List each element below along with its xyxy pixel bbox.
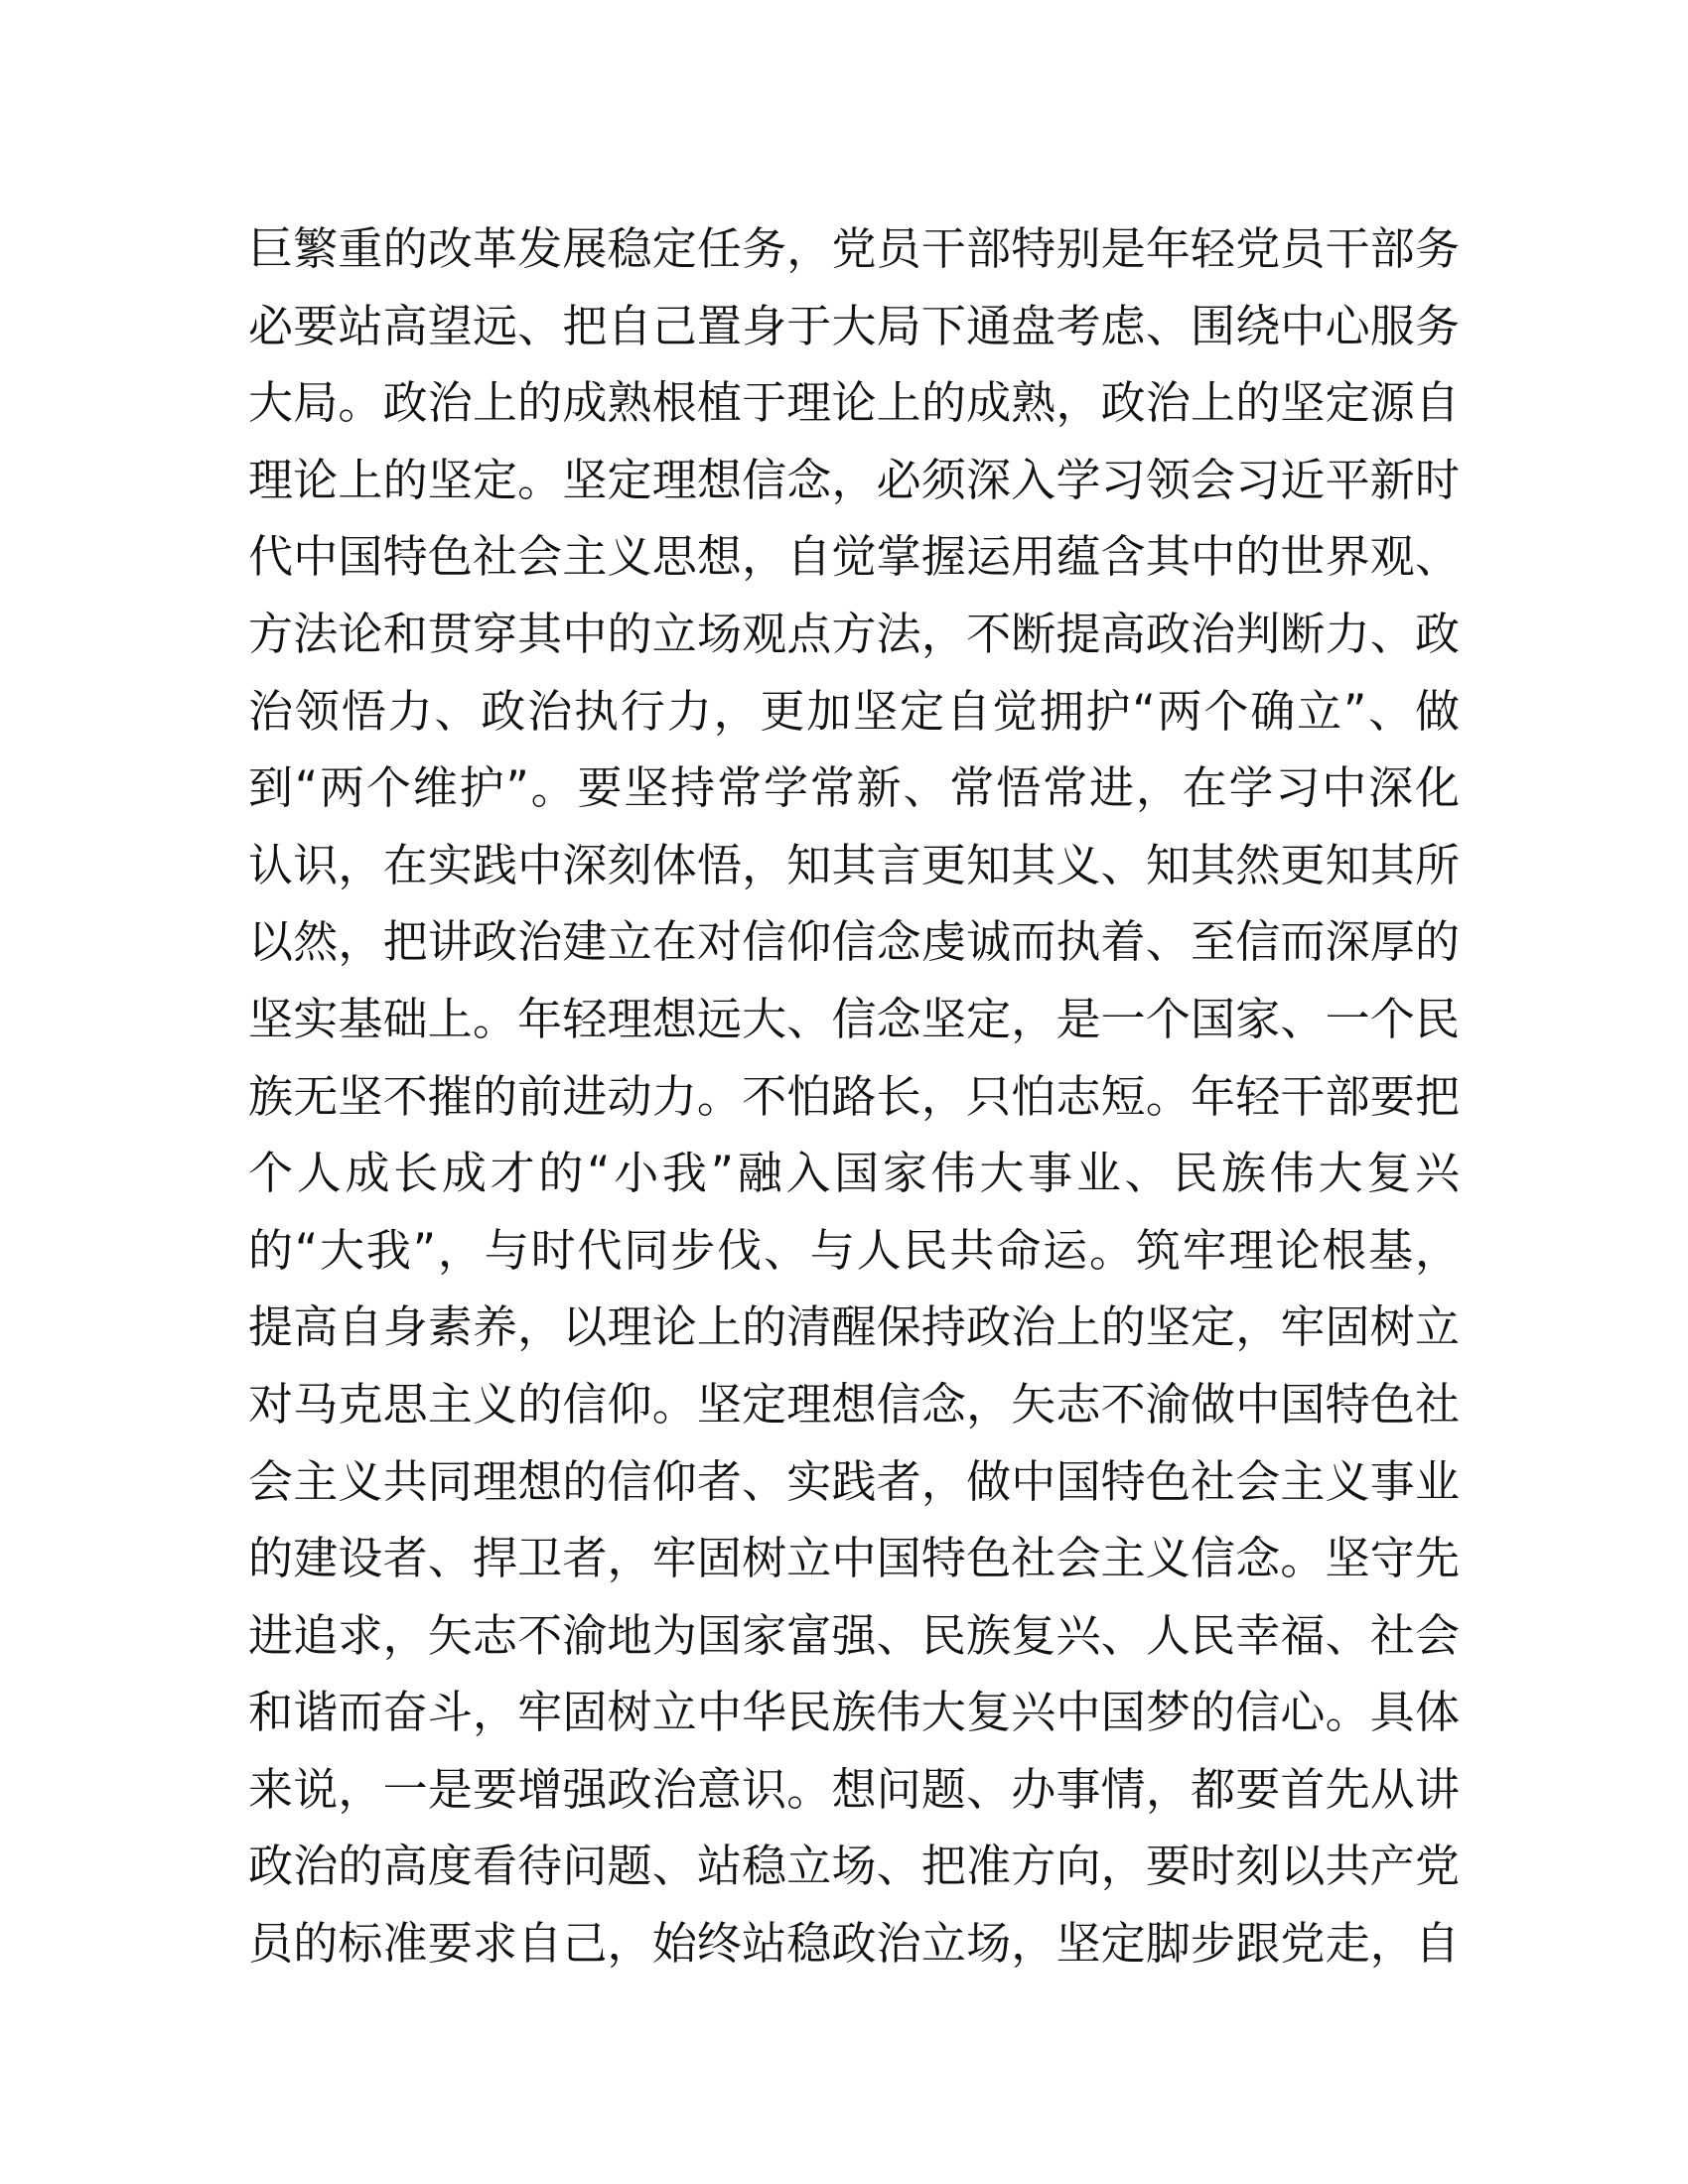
text-line-23: 员的标准要求自己，始终站稳政治立场，坚定脚步跟党走，自 <box>248 1917 1460 1971</box>
text-line-6: 方法论和贯穿其中的立场观点方法，不断提高政治判断力、政 <box>248 607 1460 660</box>
text-line-17: 会主义共同理想的信仰者、实践者，做中国特色社会主义事业 <box>248 1454 1460 1508</box>
text-line-12: 族无坚不摧的前进动力。不怕路长，只怕志短。年轻干部要把 <box>248 1069 1460 1123</box>
text-line-11: 坚实基础上。年轻理想远大、信念坚定，是一个国家、一个民 <box>248 992 1460 1045</box>
text-line-4: 理论上的坚定。坚定理想信念，必须深入学习领会习近平新时 <box>248 453 1460 506</box>
text-line-22: 政治的高度看待问题、站稳立场、把准方向，要时刻以共产党 <box>248 1840 1460 1893</box>
text-line-19: 进追求，矢志不渝地为国家富强、民族复兴、人民幸福、社会 <box>248 1608 1460 1662</box>
text-line-7: 治领悟力、政治执行力，更加坚定自觉拥护“两个确立”、做 <box>248 684 1460 738</box>
text-line-9: 认识，在实践中深刻体悟，知其言更知其义、知其然更知其所 <box>248 838 1460 891</box>
text-line-5: 代中国特色社会主义思想，自觉掌握运用蕴含其中的世界观、 <box>248 530 1460 584</box>
text-line-15: 提高自身素养，以理论上的清醒保持政治上的坚定，牢固树立 <box>248 1300 1460 1354</box>
text-line-16: 对马克思主义的信仰。坚定理想信念，矢志不渝做中国特色社 <box>248 1377 1460 1431</box>
text-line-1: 巨繁重的改革发展稳定任务，党员干部特别是年轻党员干部务 <box>248 222 1460 275</box>
text-line-18: 的建设者、捍卫者，牢固树立中国特色社会主义信念。坚守先 <box>248 1532 1460 1585</box>
text-line-10: 以然，把讲政治建立在对信仰信念虔诚而执着、至信而深厚的 <box>248 915 1460 969</box>
text-line-8: 到“两个维护”。要坚持常学常新、常悟常进，在学习中深化 <box>248 761 1460 815</box>
body-text <box>248 210 1460 1982</box>
text-line-2: 必要站高望远、把自己置身于大局下通盘考虑、围绕中心服务 <box>248 299 1460 352</box>
text-line-21: 来说，一是要增强政治意识。想问题、办事情，都要首先从讲 <box>248 1762 1460 1816</box>
text-line-13: 个人成长成才的“小我”融入国家伟大事业、民族伟大复兴 <box>248 1147 1460 1200</box>
text-line-3: 大局。政治上的成熟根植于理论上的成熟，政治上的坚定源自 <box>248 376 1460 430</box>
text-line-14: 的“大我”，与时代同步伐、与人民共命运。筑牢理论根基， <box>248 1223 1460 1277</box>
text-line-20: 和谐而奋斗，牢固树立中华民族伟大复兴中国梦的信心。具体 <box>248 1686 1460 1739</box>
